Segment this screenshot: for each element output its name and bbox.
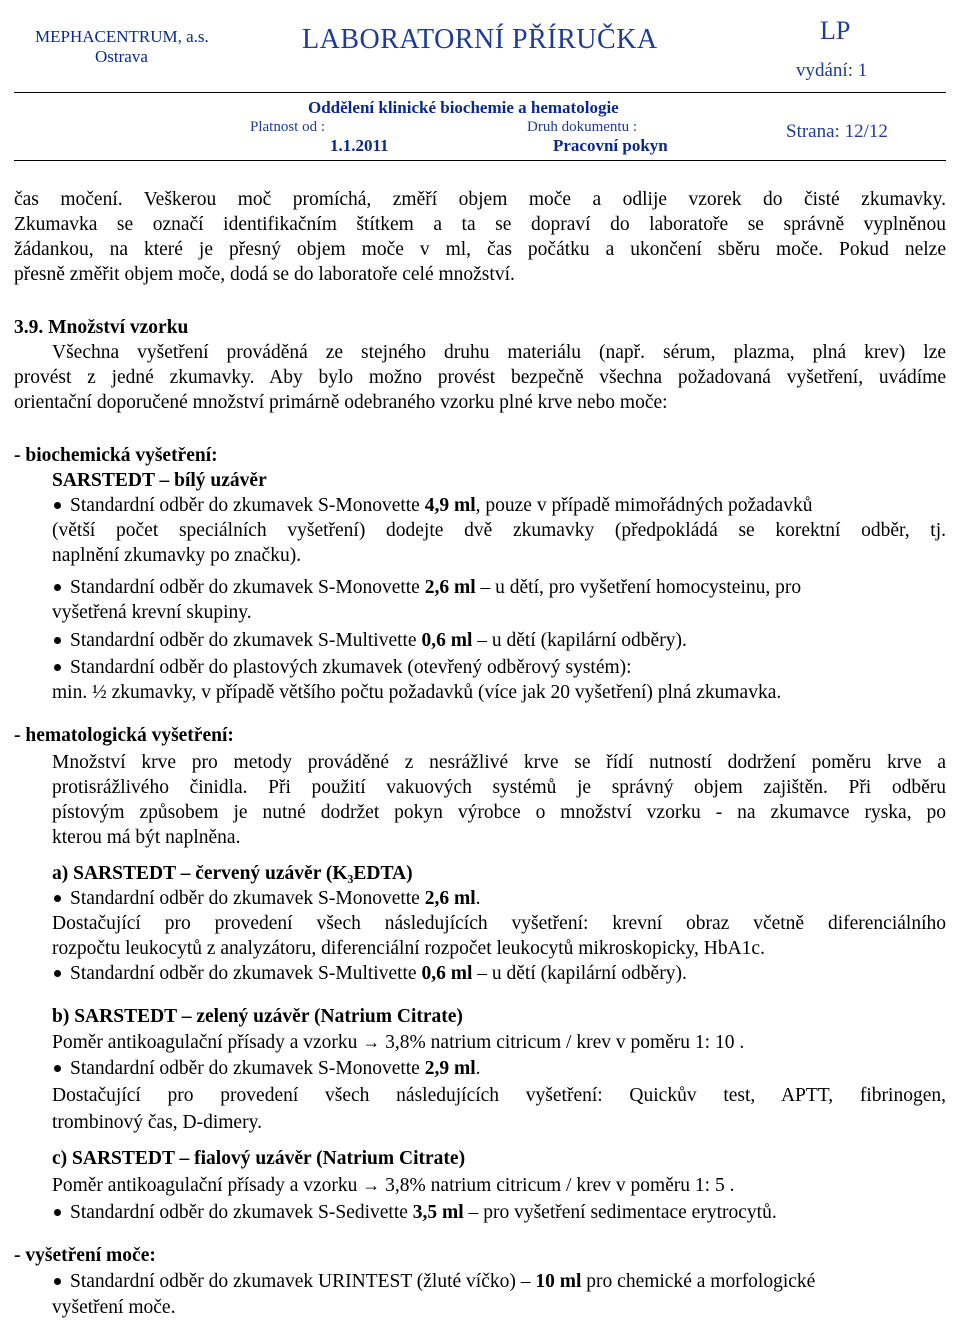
tube-a-bullet-2: Standardní odběr do zkumavek S-Multivette 0,6 ml – u dětí (kapilární odběry). [70,963,687,984]
page-header [0,0,960,175]
bullet-icon [54,637,61,644]
header-bottom-divider [14,160,946,161]
company-city: Ostrava [95,47,148,66]
bullet-icon [54,1278,61,1285]
tube-a-bullet-1: Standardní odběr do zkumavek S-Monovette 2,6 ml. [70,888,481,909]
tube-b-line-2: trombinový čas, D-dimery. [52,1112,262,1133]
tube-a-heading: a) SARSTEDT – červený uzávěr (K₃EDTA) [52,863,413,884]
biochem-bullet-1-line-2: (větší počet speciálních vyšetření) dodejte dvě zkumavky (předpokládá se korektní odběr, tj. [52,520,946,541]
intro-line-2: Zkumavka se označí identifikačním štítkem a ta se dopraví do laboratoře se správně vyplněnou [14,214,946,235]
tube-a-line-1: Dostačující pro provedení všech následujících vyšetření: krevní obraz včetně diferenciálního [52,913,946,934]
document-code: LP [820,16,851,45]
arrow-icon: → [362,1032,381,1052]
bullet-icon [54,664,61,671]
bullet-icon [54,502,61,509]
arrow-icon: → [362,1175,381,1195]
section-heading: 3.9. Množství vzorku [14,317,189,338]
tube-c-heading: c) SARSTEDT – fialový uzávěr (Natrium Citrate) [52,1148,466,1169]
bullet-icon [54,1209,61,1216]
biochem-bullet-1: Standardní odběr do zkumavek S-Monovette 4,9 ml, pouze v případě mimořádných požadavků [70,495,813,516]
section-line-2: provést z jedné zkumavky. Aby bylo možno provést bezpečně všechna požadovaná vyšetření, uvádíme [14,367,946,388]
biochem-bullet-4-line-2: min. ½ zkumavky, v případě většího počtu požadavků (více jak 20 vyšetření) plná zkumavka. [52,682,782,703]
biochem-bullet-2-line-2: vyšetřená krevní skupiny. [52,602,252,623]
hemato-line-2: protisrážlivého činidla. Při použití vakuových systémů je správný objem zajištěn. Při odběru [52,777,946,798]
doctype-label: Druh dokumentu : [527,119,637,135]
bullet-icon [54,895,61,902]
tube-b-ratio: Poměr antikoagulační přísady a vzorku → 3,8% natrium citricum / krev v poměru 1: 10 . [52,1032,745,1053]
section-line-1: Všechna vyšetření prováděná ze stejného druhu materiálu (např. sérum, plazma, plná krev) lze [52,342,946,363]
intro-line-1: čas močení. Veškerou moč promíchá, změří objem moče a odlije vzorek do čisté zkumavky. [14,189,946,210]
tube-c-bullet-1: Standardní odběr do zkumavek S-Sedivette 3,5 ml – pro vyšetření sedimentace erytrocytů. [70,1202,777,1223]
urine-bullet-1: Standardní odběr do zkumavek URINTEST (žluté víčko) – 10 ml pro chemické a morfologické [70,1271,816,1292]
urine-bullet-1-line-2: vyšetření moče. [52,1297,176,1318]
hemato-heading: - hematologická vyšetření: [14,725,234,746]
doctype-value: Pracovní pokyn [553,136,668,155]
bullet-icon [54,1065,61,1072]
bullet-icon [54,970,61,977]
intro-line-3: žádankou, na které je přesný objem moče v ml, čas počátku a ukončení sběru moče. Pokud nelze [14,239,946,260]
edition: vydání: 1 [796,60,868,81]
hemato-line-1: Množství krve pro metody prováděné z nesrážlivé krve se řídí nutností dodržení poměru krve a [52,752,946,773]
tube-c-ratio: Poměr antikoagulační přísady a vzorku → 3,8% natrium citricum / krev v poměru 1: 5 . [52,1175,735,1196]
tube-a-line-2: rozpočtu leukocytů z analyzátoru, diferenciální rozpočet leukocytů mikroskopicky, HbA1c. [52,938,765,959]
urine-heading: - vyšetření moče: [14,1245,156,1266]
valid-from-value: 1.1.2011 [330,136,389,155]
biochem-subheading: SARSTEDT – bílý uzávěr [52,470,267,491]
tube-b-heading: b) SARSTEDT – zelený uzávěr (Natrium Citrate) [52,1006,463,1027]
tube-b-bullet-1: Standardní odběr do zkumavek S-Monovette 2,9 ml. [70,1058,481,1079]
department: Oddělení klinické biochemie a hematologie [308,98,619,117]
biochem-heading: - biochemická vyšetření: [14,445,218,466]
document-title: LABORATORNÍ PŘÍRUČKA [302,24,658,55]
hemato-line-4: kterou má být naplněna. [52,827,241,848]
company-name: MEPHACENTRUM, a.s. [35,27,209,46]
page-number: Strana: 12/12 [786,121,888,142]
intro-line-4: přesně změřit objem moče, dodá se do laboratoře celé množství. [14,264,515,285]
biochem-bullet-1-line-3: naplnění zkumavky po značku). [52,545,302,566]
valid-from-label: Platnost od : [250,119,326,135]
tube-b-line-1: Dostačující pro provedení všech následujících vyšetření: Quickův test, APTT, fibrinogen, [52,1085,946,1106]
biochem-bullet-3: Standardní odběr do zkumavek S-Multivette 0,6 ml – u dětí (kapilární odběry). [70,630,687,651]
header-divider [14,92,946,93]
biochem-bullet-4: Standardní odběr do plastových zkumavek (otevřený odběrový systém): [70,657,632,678]
bullet-icon [54,584,61,591]
biochem-bullet-2: Standardní odběr do zkumavek S-Monovette 2,6 ml – u dětí, pro vyšetření homocysteinu, pro [70,577,802,598]
hemato-line-3: pístovým způsobem je nutné dodržet pokyn výrobce o množství vzorku - na zkumavce ryska, po [52,802,946,823]
section-line-3: orientační doporučené množství primárně odebraného vzorku plné krve nebo moče: [14,392,668,413]
